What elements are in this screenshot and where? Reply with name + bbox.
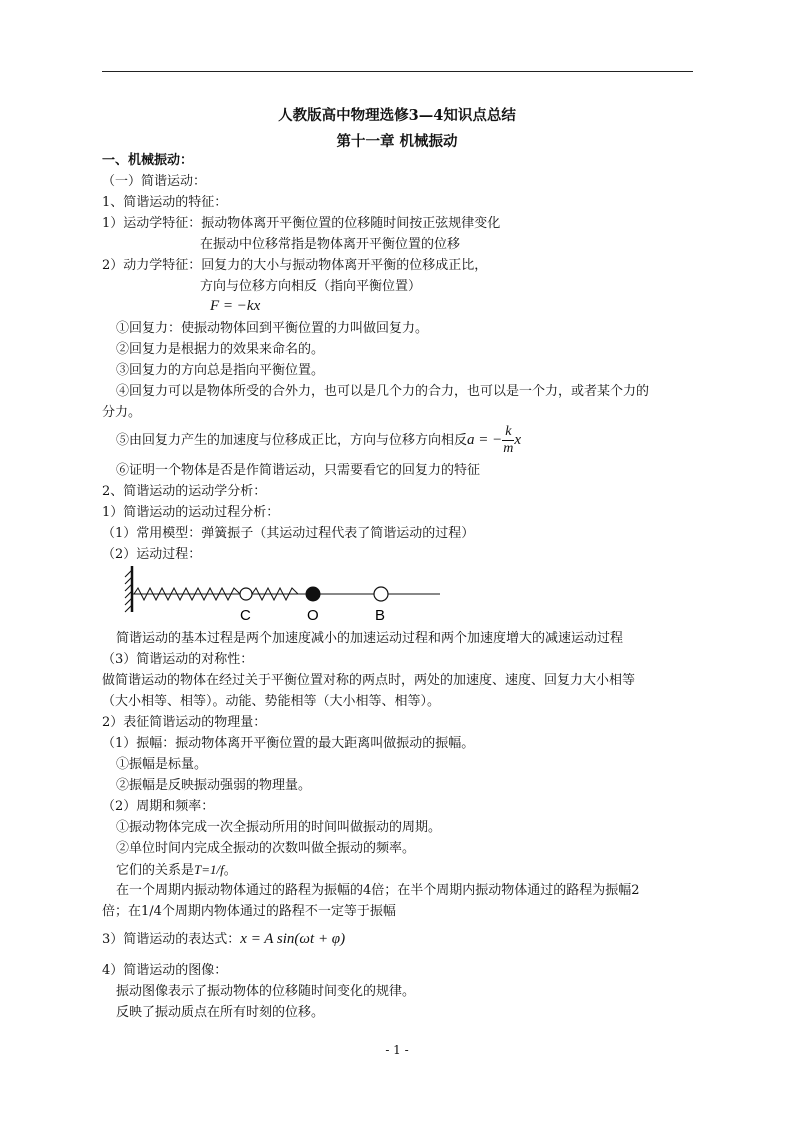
process-description: 简谐运动的基本过程是两个加速度减小的加速运动过程和两个加速度增大的减速运动过程	[116, 631, 624, 646]
expression-formula: x = A sin(ωt + φ)	[240, 931, 346, 947]
header-rule	[102, 71, 693, 72]
fraction-denominator: m	[503, 441, 514, 456]
dynamic-line	[102, 258, 487, 274]
formula-accel-rhs: x	[514, 432, 522, 448]
kinematic-line	[102, 216, 500, 232]
graph-heading: 4）简谐运动的图像：	[102, 963, 228, 978]
period-note-2: ②单位时间内完成全振动的次数叫做全振动的频率。	[116, 841, 416, 856]
formula-fraction	[502, 424, 514, 457]
label-b: B	[375, 607, 386, 624]
formula-restoring-force: F = −kx	[210, 298, 261, 314]
symmetry-line-1: 做简谐运动的物体在经过关于平衡位置对称的两点时，两处的加速度、速度、回复力大小相等	[102, 673, 636, 688]
chapter-title: 第十一章 机械振动	[336, 133, 458, 150]
relation-text: 它们的关系是	[116, 863, 195, 878]
note-4-cont: 分力。	[102, 405, 142, 420]
formula-accel-lhs: a = −	[467, 432, 503, 448]
graph-line-2: 反映了振动质点在所有时刻的位移。	[116, 1005, 325, 1020]
kinematic-text: 振动物体离开平衡位置的位移随时间按正弦规律变化	[201, 216, 501, 231]
subsection-heading: （一）简谐运动：	[102, 174, 207, 189]
document-title: 人教版高中物理选修3—4知识点总结	[278, 107, 516, 124]
period-heading: （2）周期和频率：	[102, 799, 215, 814]
note-5-text: ⑤由回复力产生的加速度与位移成正比，方向与位移方向相反	[116, 433, 468, 448]
symmetry-line-2: （大小相等、相等）。动能、势能相等（大小相等、相等）。	[102, 694, 441, 709]
dynamic-label: 2）动力学特征：	[102, 258, 202, 273]
spring-oscillator-diagram	[120, 562, 450, 624]
note-3: ③回复力的方向总是指向平衡位置。	[116, 363, 325, 378]
relation-line	[116, 862, 237, 879]
process-line: （2）运动过程：	[102, 547, 202, 562]
period-note-1: ①振动物体完成一次全振动所用的时间叫做振动的周期。	[116, 820, 442, 835]
note-6: ⑥证明一个物体是否是作简谐运动，只需要看它的回复力的特征	[116, 463, 481, 478]
label-c: C	[240, 607, 251, 624]
model-line: （1）常用模型：弹簧振子（其运动过程代表了简谐运动的过程）	[102, 526, 475, 541]
relation-end: 。	[223, 863, 237, 878]
kinematic-label: 1）运动学特征：	[102, 216, 202, 231]
note-2: ②回复力是根据力的效果来命名的。	[116, 342, 325, 357]
position-c-marker	[240, 588, 252, 600]
note-1: ①回复力：使振动物体回到平衡位置的力叫做回复力。	[116, 321, 429, 336]
path-line-1: 在一个周期内振动物体通过的路程为振幅的4倍；在半个周期内振动物体通过的路程为振幅2	[116, 883, 640, 898]
item-heading: 1、简谐运动的特征：	[102, 195, 228, 210]
expression-label: 3）简谐运动的表达式：	[102, 932, 241, 947]
graph-line-1: 振动图像表示了振动物体的位移随时间变化的规律。	[116, 984, 416, 999]
symmetry-heading: （3）简谐运动的对称性：	[102, 652, 254, 667]
quantities-heading: 2）表征简谐运动的物理量：	[102, 715, 267, 730]
dynamic-line-2: 方向与位移方向相反（指向平衡位置）	[200, 279, 422, 294]
dynamic-text: 回复力的大小与振动物体离开平衡的位移成正比，	[201, 258, 488, 273]
section-heading: 一、机械振动：	[102, 153, 194, 168]
amplitude-line: （1）振幅：振动物体离开平衡位置的最大距离叫做振动的振幅。	[102, 736, 475, 751]
page-number: - 1 -	[385, 1043, 409, 1057]
oscillator-mass	[306, 587, 320, 601]
path-line-2: 倍；在1/4个周期内物体通过的路程不一定等于振幅	[102, 904, 396, 919]
amplitude-note-1: ①振幅是标量。	[116, 757, 208, 772]
expression-line	[102, 931, 345, 948]
kinematic-line-2: 在振动中位移常指是物体离开平衡位置的位移	[200, 237, 461, 252]
process-heading: 1）简谐运动的运动过程分析：	[102, 505, 280, 520]
label-o: O	[307, 607, 319, 624]
relation-formula: T=1/f	[194, 862, 224, 877]
item-2-heading: 2、简谐运动的运动学分析：	[102, 484, 267, 499]
note-4: ④回复力可以是物体所受的合外力，也可以是几个力的合力，也可以是一个力，或者某个力的	[116, 384, 650, 399]
position-b-marker	[374, 587, 388, 601]
note-5	[116, 424, 521, 457]
amplitude-note-2: ②振幅是反映振动强弱的物理量。	[116, 778, 312, 793]
fraction-numerator: k	[502, 424, 514, 441]
